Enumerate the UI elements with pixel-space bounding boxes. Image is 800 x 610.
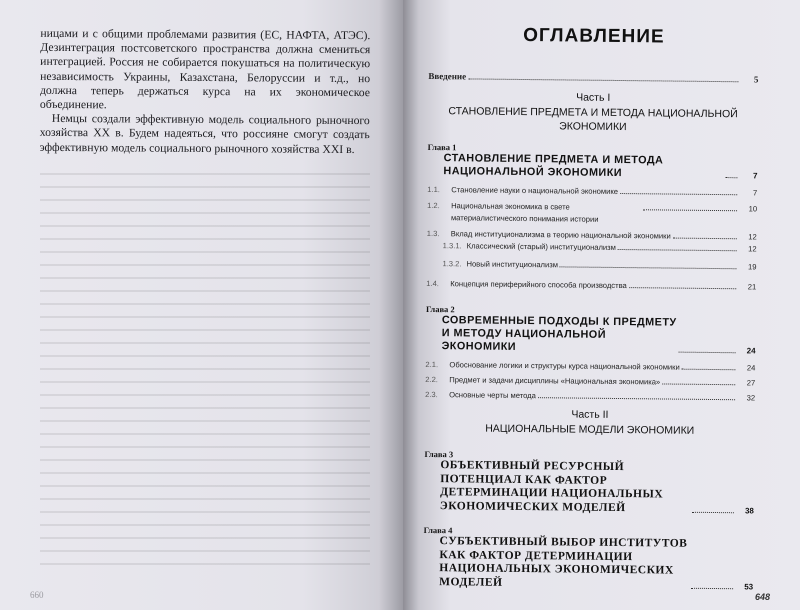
left-paragraph-2: Немцы создали эффективную модель социального рыночного хозяйства XX в. Будем надеяться, что россияне смогут создать эффективную модель социального рыночного хозяйства XXI в.: [39, 112, 370, 156]
entry-number: 1.1.: [427, 184, 440, 195]
dot-leader: [679, 352, 736, 354]
toc-entry-1-3-1[interactable]: [427, 240, 757, 255]
entry-number: 2.1.: [425, 359, 439, 370]
dot-leader: [620, 193, 737, 195]
entry-page: 27: [746, 378, 756, 388]
show-through-texture: [40, 165, 370, 565]
right-page: [403, 0, 800, 610]
entry-number: 2.2.: [425, 374, 438, 385]
chapter-1-page: 7: [752, 171, 758, 181]
chapter-2-heading[interactable]: [426, 314, 756, 356]
entry-page: 12: [748, 244, 757, 254]
chapter-2-page: 24: [746, 346, 756, 356]
chapter-4-label: Глава 4: [423, 524, 453, 536]
chapter-1-title: СТАНОВЛЕНИЕ ПРЕДМЕТА И МЕТОДА НАЦИОНАЛЬНОЙ ЭКОНОМИКИ: [443, 152, 664, 180]
dot-leader: [691, 588, 733, 589]
toc-entry-1-1[interactable]: [427, 184, 757, 199]
dot-leader: [468, 78, 738, 82]
dot-leader: [692, 512, 734, 513]
entry-label: Концепция периферийного способа производства: [450, 279, 627, 291]
toc-intro-page: 5: [753, 74, 759, 85]
dot-leader: [538, 397, 735, 400]
entry-page: 21: [747, 282, 757, 292]
entry-number: 1.2.: [427, 200, 440, 211]
part-2-title: НАЦИОНАЛЬНЫЕ МОДЕЛИ ЭКОНОМИКИ: [485, 422, 695, 437]
dot-leader: [725, 177, 737, 178]
chapter-3-heading[interactable]: [424, 459, 755, 516]
left-paragraph-1: ницами и с общими проблемами развития (ЕС, НАФТА, АТЭС). Дезинтеграция постсоветского пространства должна смениться интеграцией. Россия не собирается покушаться на политическую независимость Украины, Казахстана, Белоруссии и т.д., но должна теперь держаться курса на их экономическое объединение.: [39, 26, 371, 112]
entry-page: 19: [747, 262, 757, 272]
chapter-4-title: СУБЪЕКТИВНЫЙ ВЫБОР ИНСТИТУТОВ КАК ФАКТОР ДЕТЕРМИНАЦИИ НАЦИОНАЛЬНЫХ ЭКОНОМИЧЕСКИХ МОДЕЛЕЙ: [439, 535, 688, 589]
chapter-1-heading[interactable]: [427, 152, 757, 181]
toc-entry-2-1[interactable]: [425, 359, 755, 374]
chapter-3-page: 38: [744, 506, 754, 516]
entry-number: 1.4.: [426, 278, 440, 289]
chapter-3-label: Глава 3: [424, 448, 454, 460]
entry-page: 7: [752, 188, 758, 198]
entry-number: 2.3.: [425, 389, 438, 400]
toc-entry-2-3[interactable]: [425, 389, 755, 404]
chapter-2-title: СОВРЕМЕННЫЕ ПОДХОДЫ К ПРЕДМЕТУ И МЕТОДУ НАЦИОНАЛЬНОЙ ЭКОНОМИКИ: [441, 314, 677, 353]
toc-title: ОГЛАВЛЕНИЕ: [523, 24, 665, 48]
toc-intro-row[interactable]: [428, 70, 758, 85]
toc-entry-2-2[interactable]: [425, 374, 755, 389]
entry-page: 32: [746, 393, 756, 403]
toc-intro-label: Введение: [428, 70, 467, 82]
entry-label: Становление науки о национальной экономике: [451, 185, 619, 196]
table-of-contents: [423, 24, 759, 598]
entry-number: 1.3.1.: [442, 241, 462, 251]
dot-leader: [560, 266, 737, 269]
chapter-4-page: 53: [744, 582, 754, 592]
chapter-1-label: Глава 1: [427, 141, 457, 153]
left-page-text: [40, 27, 371, 157]
entry-label: Обоснование логики и структуры курса национальной экономики: [449, 360, 680, 372]
entry-label: Вклад институционализма в теорию национальной экономики: [450, 229, 671, 241]
part-2-number: Часть II: [571, 408, 609, 421]
left-page-number: 660: [30, 590, 44, 600]
entry-page: 10: [748, 204, 758, 214]
dot-leader: [618, 249, 737, 251]
toc-entry-1-3-2[interactable]: [426, 258, 756, 273]
entry-label: Предмет и задачи дисциплины «Национальная экономика»: [449, 375, 661, 387]
dot-leader: [673, 238, 737, 240]
part-1-title: СТАНОВЛЕНИЕ ПРЕДМЕТА И МЕТОДА НАЦИОНАЛЬНОЙ ЭКОНОМИКИ: [448, 105, 738, 134]
chapter-2-label: Глава 2: [425, 303, 455, 315]
chapter-3-title: ОБЪЕКТИВНЫЙ РЕСУРСНЫЙ ПОТЕНЦИАЛ КАК ФАКТОР ДЕТЕРМИНАЦИИ НАЦИОНАЛЬНЫХ ЭКОНОМИЧЕСКИХ МОДЕЛЕЙ: [439, 459, 664, 514]
entry-label: Классический (старый) институционализм: [466, 241, 616, 252]
entry-number: 1.3.: [426, 228, 440, 239]
entry-page: 12: [748, 232, 757, 242]
right-page-number: 648: [754, 592, 770, 602]
dot-leader: [629, 287, 737, 289]
entry-page: 24: [746, 363, 756, 373]
dot-leader: [682, 369, 736, 371]
chapter-4-heading[interactable]: [423, 535, 754, 592]
part-1-number: Часть I: [576, 91, 611, 104]
dot-leader: [662, 383, 735, 385]
entry-label: Национальная экономика в свете материалистического понимания истории: [450, 201, 599, 224]
dot-leader: [643, 209, 737, 211]
toc-entry-1-4[interactable]: [426, 278, 756, 293]
entry-label: Основные черты метода: [449, 390, 536, 401]
entry-label: Новый институционализм: [466, 259, 559, 270]
toc-entry-1-2[interactable]: [427, 200, 757, 227]
entry-number: 1.3.2.: [442, 259, 462, 269]
